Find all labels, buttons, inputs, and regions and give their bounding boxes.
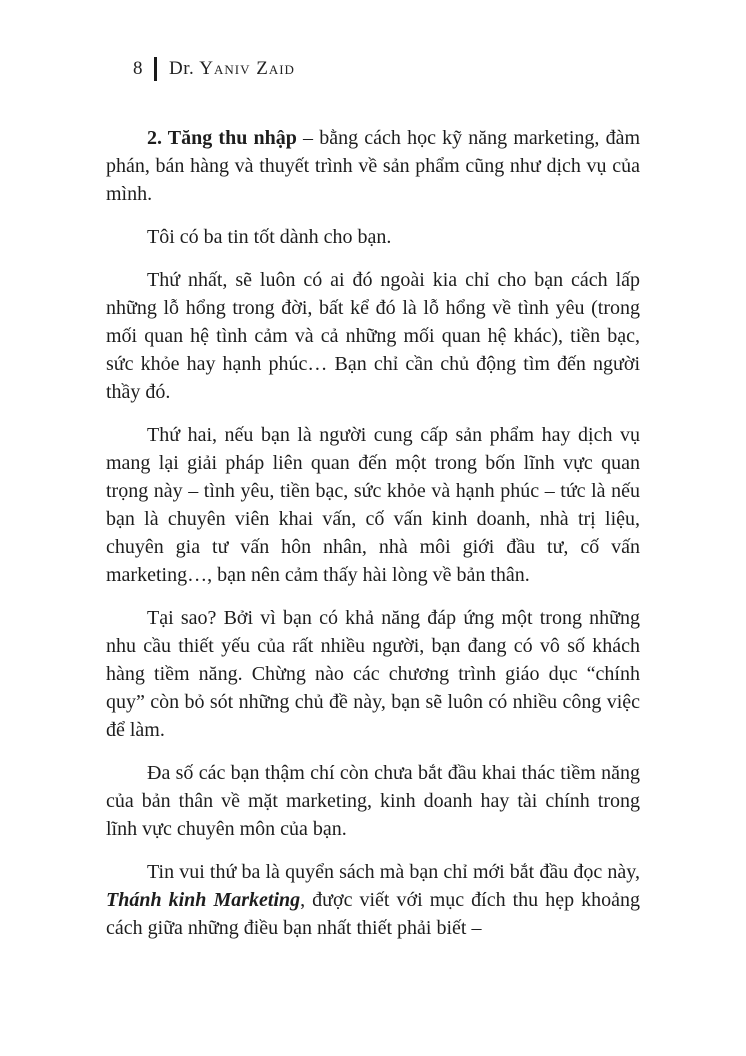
paragraph-text: – bằng cách học kỹ năng marketing, đàm phán, bán hàng và thuyết trình về sản phẩm cũng như dịch vụ của mình.	[106, 127, 640, 205]
book-title: Thánh kinh Marketing	[106, 889, 301, 911]
page-body	[106, 124, 640, 957]
paragraph-why	[106, 604, 640, 744]
paragraph-third-news	[106, 858, 640, 942]
paragraph-increase-income	[106, 124, 640, 208]
page-header	[133, 57, 295, 81]
paragraph-first-news	[106, 266, 640, 406]
paragraph-text: Thứ hai, nếu bạn là người cung cấp sản phẩm hay dịch vụ mang lại giải pháp liên quan đến một trong bốn lĩnh vực quan trọng này – tình yêu, tiền bạc, sức khỏe và hạnh phúc – tức là nếu bạn là chuyên viên khai vấn, cố vấn kinh doanh, nhà trị liệu, chuyên gia tư vấn hôn nhân, nhà môi giới đầu tư, cố vấn marketing…, bạn nên cảm thấy hài lòng về bản thân.	[106, 424, 640, 586]
paragraph-untapped-potential	[106, 759, 640, 843]
paragraph-text: Tôi có ba tin tốt dành cho bạn.	[147, 226, 392, 248]
paragraph-text: Đa số các bạn thậm chí còn chưa bắt đầu khai thác tiềm năng của bản thân về mặt marketing, kinh doanh hay tài chính trong lĩnh vực chuyên môn của bạn.	[106, 762, 640, 840]
header-divider-bar	[154, 57, 157, 81]
author-prefix: Dr.	[169, 58, 195, 79]
paragraph-lead-bold: 2. Tăng thu nhập	[147, 127, 297, 149]
page-number: 8	[133, 58, 143, 79]
paragraph-text: Thứ nhất, sẽ luôn có ai đó ngoài kia chỉ cho bạn cách lấp những lỗ hổng trong đời, bất kể đó là lỗ hổng về tình yêu (trong mối quan hệ tình cảm và cả những mối quan hệ khác), tiền bạc, sức khỏe hay hạnh phúc… Bạn chỉ cần chủ động tìm đến người thầy đó.	[106, 269, 640, 403]
paragraph-three-good-news	[106, 223, 640, 251]
paragraph-second-news	[106, 421, 640, 589]
paragraph-text: Tin vui thứ ba là quyển sách mà bạn chỉ mới bắt đầu đọc này,	[147, 861, 640, 883]
author-name: Yaniv Zaid	[199, 58, 295, 79]
paragraph-text: , được viết với mục đích thu hẹp khoảng cách giữa những điều bạn nhất thiết phải biết –	[106, 889, 640, 939]
paragraph-text: Tại sao? Bởi vì bạn có khả năng đáp ứng một trong những nhu cầu thiết yếu của rất nhiều người, bạn đang có vô số khách hàng tiềm năng. Chừng nào các chương trình giáo dục “chính quy” còn bỏ sót những chủ đề này, bạn sẽ luôn có nhiều công việc để làm.	[106, 607, 640, 741]
